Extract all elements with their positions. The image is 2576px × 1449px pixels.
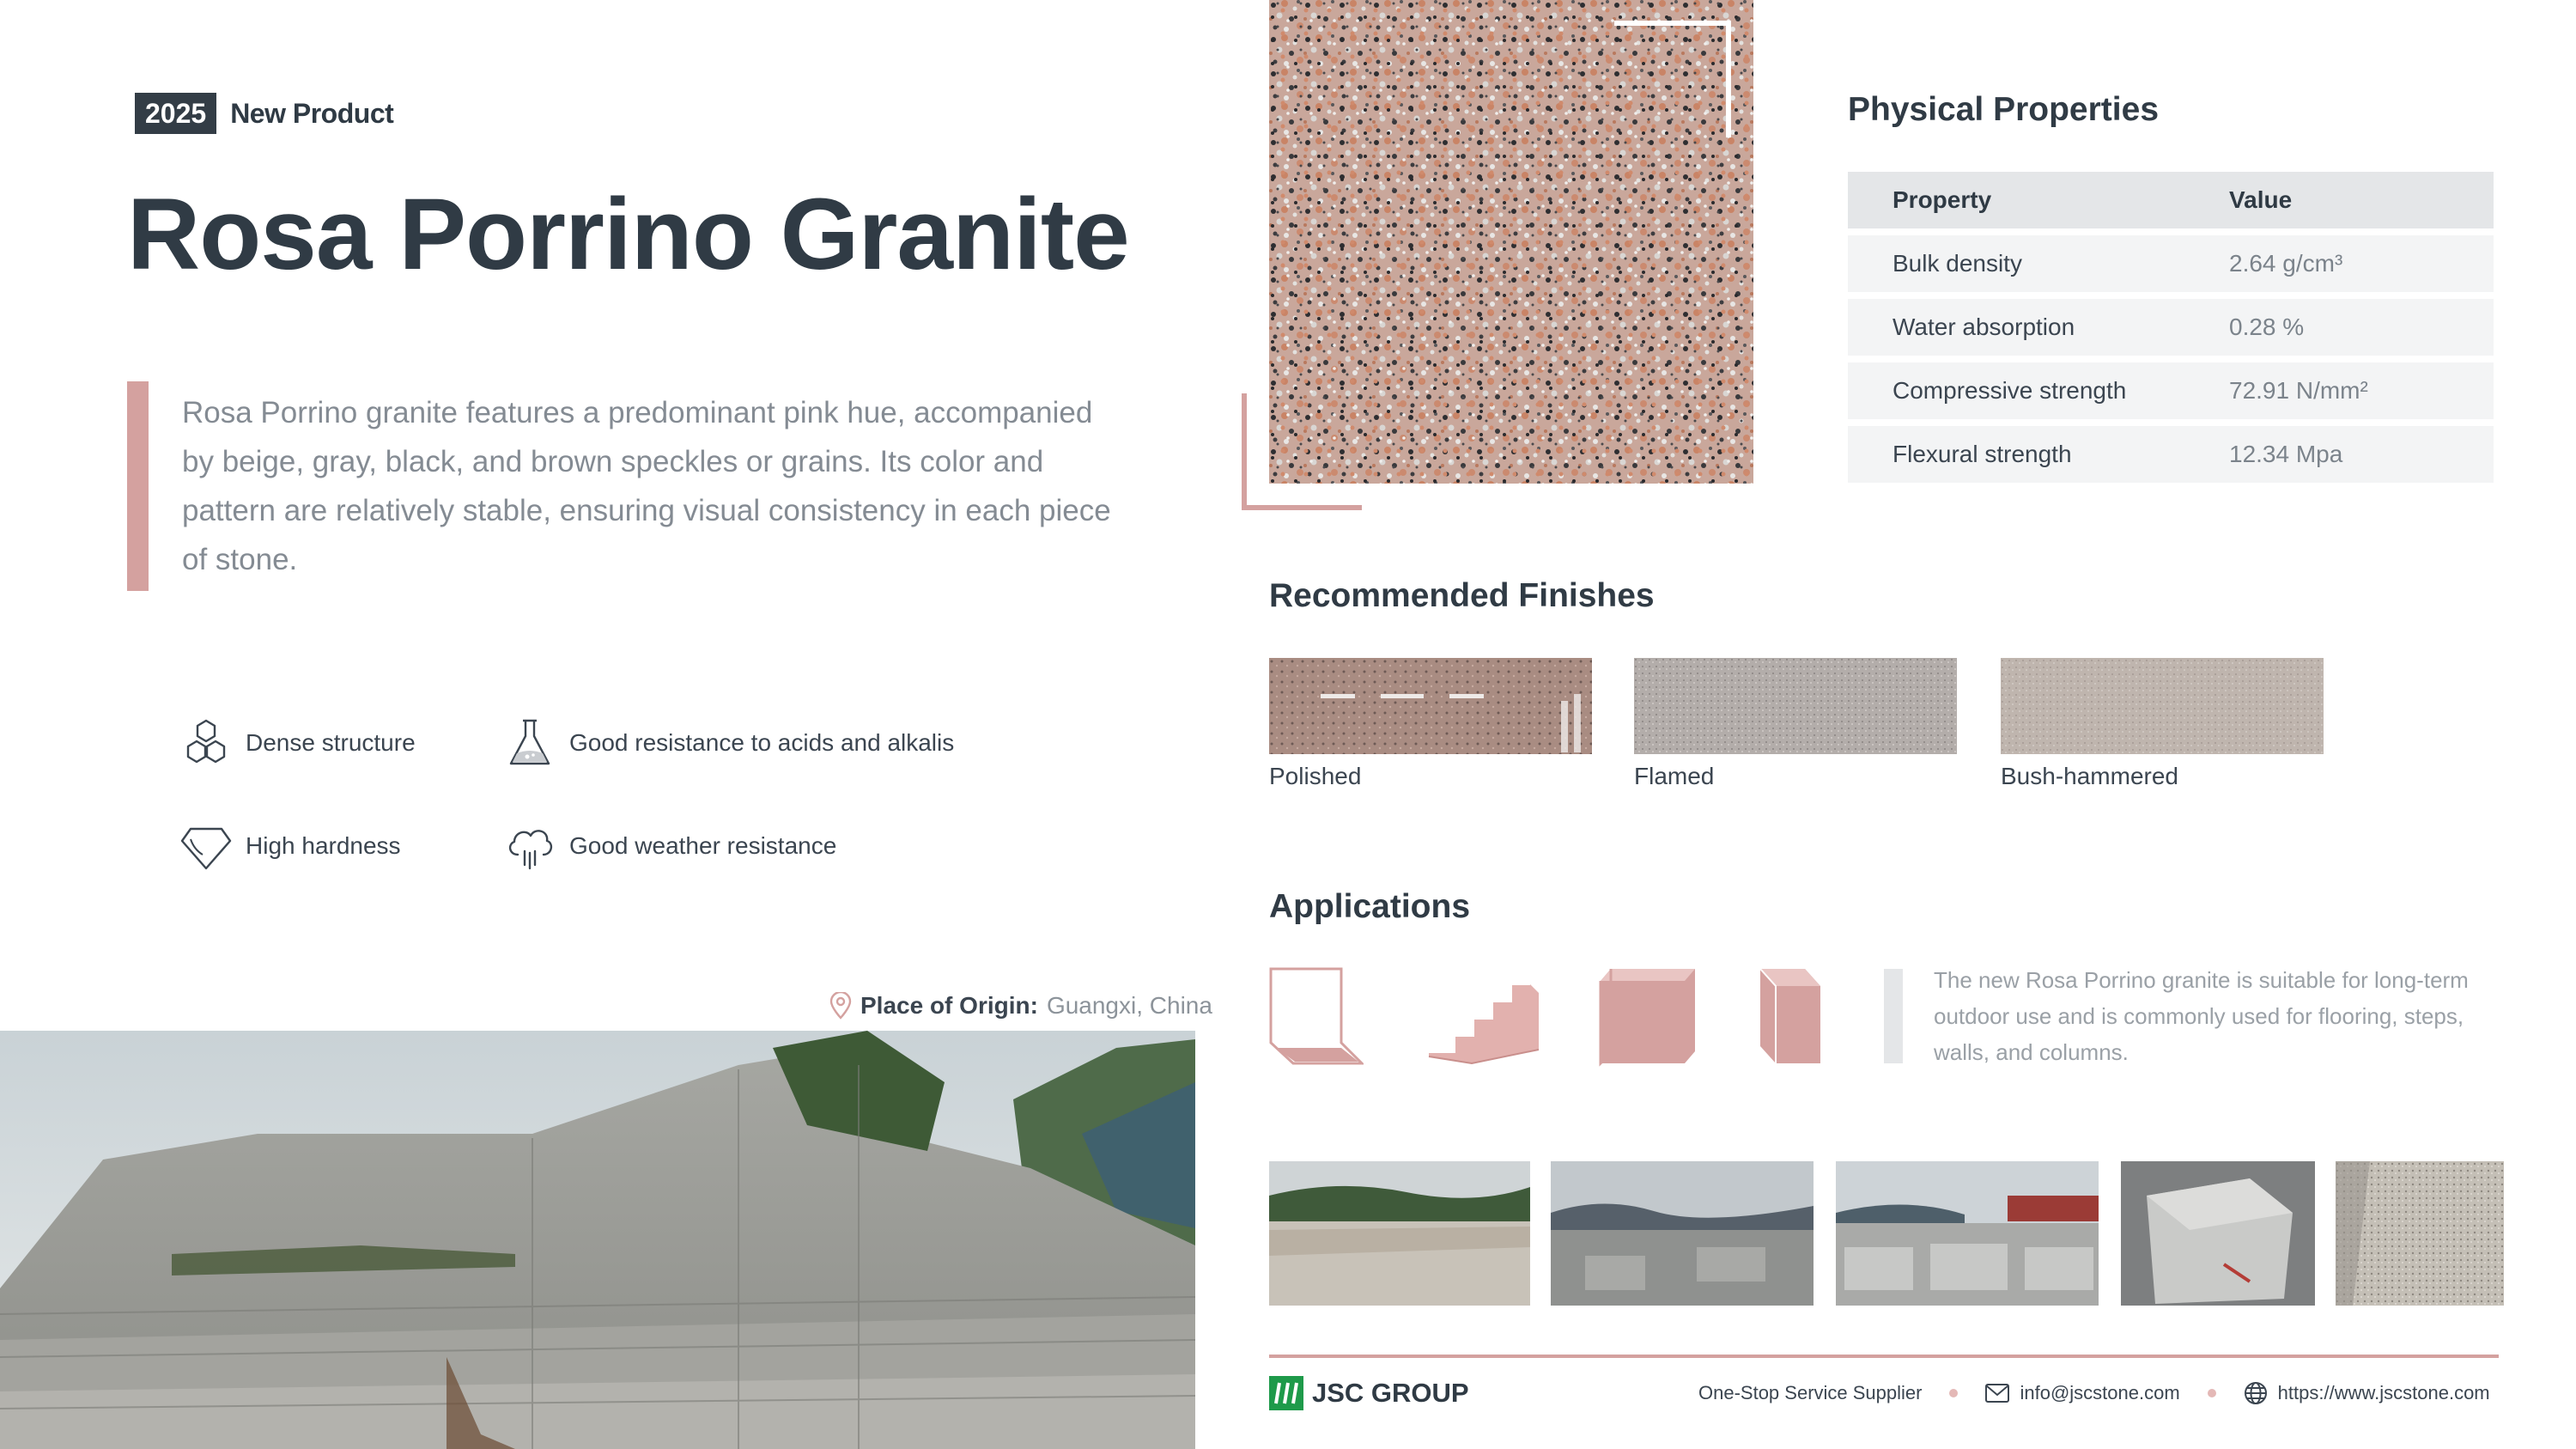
badge-year: 2025 <box>135 93 216 134</box>
application-photo <box>1269 1161 1530 1306</box>
footer-tagline: One-Stop Service Supplier <box>1698 1382 1923 1403</box>
feature-label: Dense structure <box>246 729 416 756</box>
brand-name: JSC GROUP <box>1312 1378 1469 1408</box>
table-row <box>1848 299 2494 356</box>
application-photo <box>2121 1161 2315 1306</box>
property-name: Water absorption <box>1893 314 2075 340</box>
hexagon-cluster-icon <box>180 717 232 769</box>
application-photo <box>2336 1161 2504 1306</box>
origin-label: Place of Origin: <box>860 992 1038 1019</box>
description-accent-bar <box>127 381 149 591</box>
rain-cloud-icon <box>504 820 556 872</box>
property-name: Bulk density <box>1893 250 2022 277</box>
separator-dot <box>2208 1389 2216 1397</box>
finish-polished <box>1269 658 1592 790</box>
feature-label: Good weather resistance <box>569 832 837 859</box>
property-value: 12.34 Mpa <box>2229 441 2343 467</box>
badge-label: New Product <box>230 97 394 129</box>
steps-icon <box>1420 967 1540 1067</box>
footer-website[interactable]: https://www.jscstone.com <box>2277 1382 2490 1403</box>
finish-bush-hammered <box>2001 658 2324 790</box>
applications-description: The new Rosa Porrino granite is suitable for long-term outdoor use and is commonly used for flooring, steps, walls, and columns. <box>1934 967 2469 1065</box>
table-row <box>1848 362 2494 419</box>
place-of-origin <box>829 992 1212 1020</box>
table-header-row <box>1848 172 2494 228</box>
envelope-icon <box>1985 1384 2009 1403</box>
polished-swatch <box>1269 658 1592 754</box>
sample-frame-corner-top <box>1614 21 1731 137</box>
feature-label: High hardness <box>246 832 401 859</box>
finishes-heading: Recommended Finishes <box>1269 577 1655 614</box>
feature-high-hardness <box>180 820 401 872</box>
separator-dot <box>1949 1389 1958 1397</box>
location-pin-icon <box>829 992 852 1020</box>
feature-dense-structure <box>180 717 416 769</box>
physical-properties-heading: Physical Properties <box>1848 91 2160 128</box>
applications-accent-bar <box>1884 969 1903 1063</box>
page-title: Rosa Porrino Granite <box>127 178 1129 291</box>
footer-contact <box>1698 1381 2490 1405</box>
globe-icon <box>2244 1381 2268 1405</box>
table-row <box>1848 235 2494 292</box>
feature-acid-resistance <box>504 717 954 769</box>
property-name: Flexural strength <box>1893 441 2072 467</box>
product-description: Rosa Porrino granite features a predominant pink hue, accompanied by beige, gray, black, and brown speckles or grains. Its color and pattern are relatively stable, ensuring visual consistency in each piece of stone. <box>182 396 1111 576</box>
footer-divider <box>1269 1355 2499 1358</box>
table-row <box>1848 426 2494 483</box>
application-photo <box>1551 1161 1814 1306</box>
finish-label: Flamed <box>1634 763 1715 789</box>
origin-value: Guangxi, China <box>1046 992 1212 1019</box>
sample-frame-corner-bottom <box>1242 393 1362 510</box>
application-photo <box>1836 1161 2099 1306</box>
column-icon <box>1759 967 1822 1067</box>
finish-flamed <box>1634 658 1957 790</box>
flamed-swatch <box>1634 658 1957 754</box>
bush-hammered-swatch <box>2001 658 2324 754</box>
feature-weather-resistance <box>504 820 836 872</box>
wall-icon <box>1599 967 1698 1067</box>
property-value: 0.28 % <box>2229 314 2305 340</box>
property-value: 2.64 g/cm³ <box>2229 250 2343 277</box>
flask-icon <box>504 717 556 769</box>
property-value: 72.91 N/mm² <box>2229 377 2368 404</box>
physical-properties-table <box>1848 172 2494 490</box>
feature-label: Good resistance to acids and alkalis <box>569 729 955 756</box>
diamond-icon <box>180 820 232 872</box>
brand-logo <box>1269 1376 1469 1410</box>
applications-heading: Applications <box>1269 888 1471 925</box>
jsc-logo-icon <box>1269 1376 1303 1410</box>
footer-email[interactable]: info@jscstone.com <box>2020 1382 2180 1403</box>
finish-label: Polished <box>1269 763 1362 789</box>
flooring-icon <box>1269 967 1364 1067</box>
header-value: Value <box>2229 186 2293 213</box>
property-name: Compressive strength <box>1893 377 2127 404</box>
quarry-photo <box>0 1031 1195 1449</box>
header-property: Property <box>1893 186 1992 213</box>
finish-label: Bush-hammered <box>2001 763 2178 789</box>
product-badge <box>135 93 393 134</box>
